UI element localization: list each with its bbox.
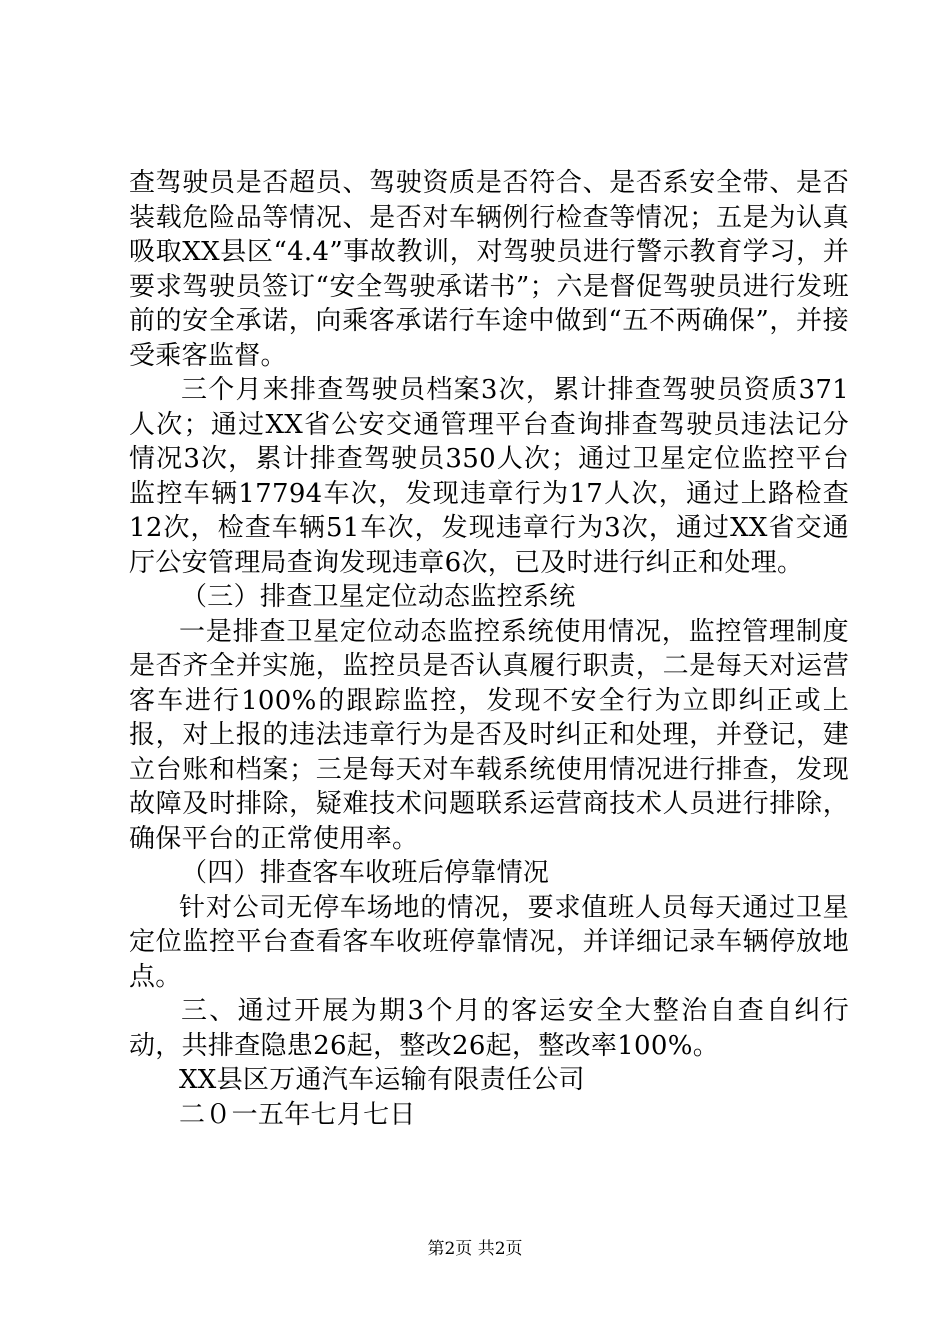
paragraph-three-month-summary: 三个月来排查驾驶员档案3次，累计排查驾驶员资质371人次；通过XX省公安交通管理平台查询排查驾驶员违法记分情况3次，累计排查驾驶员350人次；通过卫星定位监控平台监控车辆17794车次，发现违章行为17人次，通过上路检查12次，检查车辆51车次，发现违章行为3次，通过XX省交通厅公安管理局查询发现违章6次，已及时进行纠正和处理。 — [129, 375, 849, 578]
paragraph-conclusion: 三、通过开展为期3个月的客运安全大整治自查自纠行动，共排查隐患26起，整改26起，整改率100%。 — [129, 996, 849, 1061]
signature-date: 二０一五年七月七日 — [179, 1099, 416, 1130]
page-number-footer: 第2页 共2页 — [427, 1239, 523, 1259]
signature-company: XX县区万通汽车运输有限责任公司 — [179, 1065, 585, 1095]
paragraph-parking: 针对公司无停车场地的情况，要求值班人员每天通过卫星定位监控平台查看客车收班停靠情况，并详细记录车辆停放地点。 — [129, 892, 849, 992]
section-heading-gps-monitoring: （三）排查卫星定位动态监控系统 — [181, 582, 576, 612]
paragraph-drivers-inspection: 查驾驶员是否超员、驾驶资质是否符合、是否系安全带、是否装载危险品等情况、是否对车辆例行检查等情况；五是为认真吸取XX县区“4.4”事故教训，对驾驶员进行警示教育学习，并要求驾驶员签订“安全驾驶承诺书”；六是督促驾驶员进行发班前的安全承诺，向乘客承诺行车途中做到“五不两确保”，并接受乘客监督。 — [129, 168, 849, 371]
paragraph-gps-monitoring: 一是排查卫星定位动态监控系统使用情况，监控管理制度是否齐全并实施，监控员是否认真履行职责，二是每天对运营客车进行100%的跟踪监控，发现不安全行为立即纠正或上报，对上报的违法违章行为是否及时纠正和处理，并登记，建立台账和档案；三是每天对车载系统使用情况进行排查，发现故障及时排除，疑难技术问题联系运营商技术人员进行排除，确保平台的正常使用率。 — [129, 616, 849, 854]
document-body — [129, 166, 849, 1132]
section-heading-parking: （四）排查客车收班后停靠情况 — [181, 858, 550, 888]
